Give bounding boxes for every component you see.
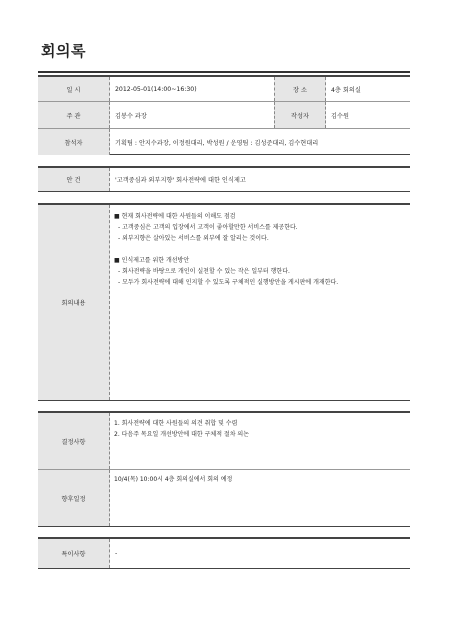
content-line: - 고객중심은 고객의 입장에서 고객이 좋아할만한 서비스를 제공한다.: [118, 224, 298, 231]
info-table: [38, 75, 410, 155]
place-label: 장 소: [274, 77, 326, 101]
decision-line: 2. 다음주 목요일 개선방안에 대한 구체적 절차 의논: [114, 431, 249, 438]
attendees-value: 기획팀 : 안지수과장, 이정원대리, 박성원 / 운영팀 : 김성준대리, 김수현대리: [115, 139, 319, 147]
schedule-row: [38, 470, 410, 526]
notes-table: [38, 537, 410, 569]
content-line: - 회사전략을 바탕으로 개인이 실천할 수 있는 작은 일부터 행한다.: [118, 268, 290, 275]
content-line: - 모두가 회사전략에 대해 인지할 수 있도록 구체적인 실행방안을 게시판에 개재한다.: [118, 279, 339, 286]
decision-table: [38, 411, 410, 527]
agenda-table: [38, 166, 410, 192]
content-line: ■ 인식제고를 위한 개선방안: [114, 257, 190, 264]
host-writer-row: [38, 102, 410, 128]
title-rule: [38, 71, 410, 73]
schedule-label: 향후일정: [38, 470, 110, 526]
attendees-row: [38, 129, 410, 155]
writer-label: 작성자: [274, 102, 326, 128]
content-line: ■ 현재 회사전략에 대한 사원들의 이해도 점검: [114, 213, 236, 220]
place-value: 4층 회의실: [331, 86, 361, 94]
agenda-value: '고객중심과 외부지향' 회사전략에 대한 인식제고: [115, 177, 246, 184]
decision-list: [114, 421, 406, 443]
content-line: - 외부지향은 살아있는 서비스를 외부에 잘 알리는 것이다.: [118, 235, 269, 242]
writer-value: 김수원: [331, 112, 349, 120]
content-list: [114, 214, 406, 291]
date-place-row: [38, 77, 410, 101]
notes-value: -: [115, 550, 118, 557]
decision-label: 결정사항: [38, 413, 110, 469]
date-value: 2012-05-01(14:00~16:30): [115, 85, 197, 93]
content-table: [38, 203, 410, 401]
date-label: 일 시: [38, 77, 110, 101]
host-value: 김봉수 과장: [115, 112, 147, 120]
document-title: 회의록: [41, 42, 86, 60]
notes-label: 특이사항: [38, 539, 110, 568]
decision-row: [38, 413, 410, 469]
schedule-value: 10/4(목) 10:00시 4층 회의실에서 회의 예정: [114, 476, 233, 483]
host-label: 주 관: [38, 102, 110, 128]
decision-line: 1. 회사전략에 대한 사원들의 의견 취합 및 수렴: [114, 420, 238, 427]
agenda-label: 안 건: [38, 168, 110, 191]
content-label: 회의내용: [38, 205, 110, 400]
attendees-label: 참석자: [38, 129, 110, 155]
